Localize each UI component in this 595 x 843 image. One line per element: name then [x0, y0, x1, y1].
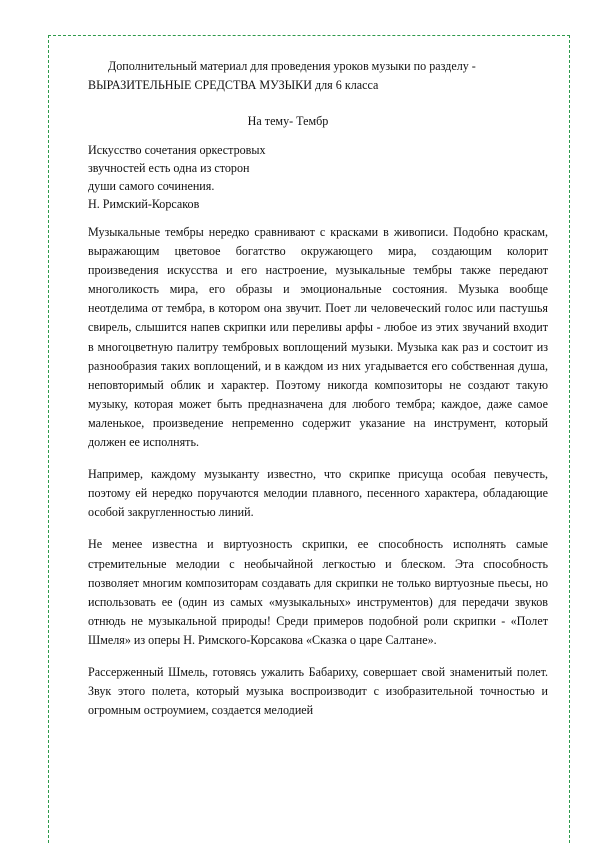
- paragraph: Музыкальные тембры нередко сравнивают с красками в живописи. Подобно краскам, выражающим цветовое богатство окружающего мира, создающим колорит произведения искусства и его настроение, музыкальные тембры также передают многоликость мира, его образы и эмоциональные состояния. Музыка вообще неотделима от тембра, в котором она звучит. Поет ли человеческий голос или пастушья свирель, слышится напев скрипки или переливы арфы - любое из этих звучаний входит в многоцветную палитру тембровых воплощений музыки. Музыка как раз и состоит из разнообразия таких воплощений, и в каждом из них угадывается его собственная душа, неповторимый облик и характер. Поэтому никогда композиторы не создают такую музыку, которая может быть предназначена для любого тембра; каждое, даже самое маленькое, произведение непременно содержит указание на инструмент, который должен ее исполнять.: [88, 225, 548, 450]
- header-line-1: Дополнительный материал для проведения уроков музыки по разделу -: [108, 59, 476, 73]
- document-body: [88, 57, 548, 733]
- epigraph-line: звучностей есть одна из сторон: [88, 161, 250, 175]
- topic-title: [88, 112, 548, 131]
- epigraph-line: Искусство сочетания оркестровых: [88, 143, 266, 157]
- paragraph: Рассерженный Шмель, готовясь ужалить Бабариху, совершает свой знаменитый полет. Звук этого полета, который музыка воспроизводит с изобразительной точностью и огромным остроумием, создается мелодией: [88, 664, 548, 718]
- epigraph-author: Н. Римский-Корсаков: [88, 197, 200, 211]
- document-header: [88, 57, 548, 95]
- paragraph: Не менее известна и виртуозность скрипки, ее способность исполнять самые стремительные мелодии с необычайной легкостью и блеском. Эта способность позволяет многим композиторам создавать для скрипки не только виртуозные пьесы, но использовать ее (один из самых «музыкальных» инструментов) для передачи звуков отнюдь не музыкальной природы! Среди примеров подобной роли скрипки - «Полет Шмеля» из оперы Н. Римского-Корсакова «Сказка о царе Салтане».: [88, 537, 548, 647]
- epigraph-line: души самого сочинения.: [88, 179, 215, 193]
- topic-title-text: На тему- Тембр: [247, 114, 329, 128]
- epigraph: [88, 141, 548, 213]
- header-line-2: ВЫРАЗИТЕЛЬНЫЕ СРЕДСТВА МУЗЫКИ для 6 класса: [88, 78, 379, 92]
- paragraph: Например, каждому музыканту известно, что скрипке присуща особая певучесть, поэтому ей нередко поручаются мелодии плавного, песенного характера, обладающие особой закругленностью линий.: [88, 467, 548, 520]
